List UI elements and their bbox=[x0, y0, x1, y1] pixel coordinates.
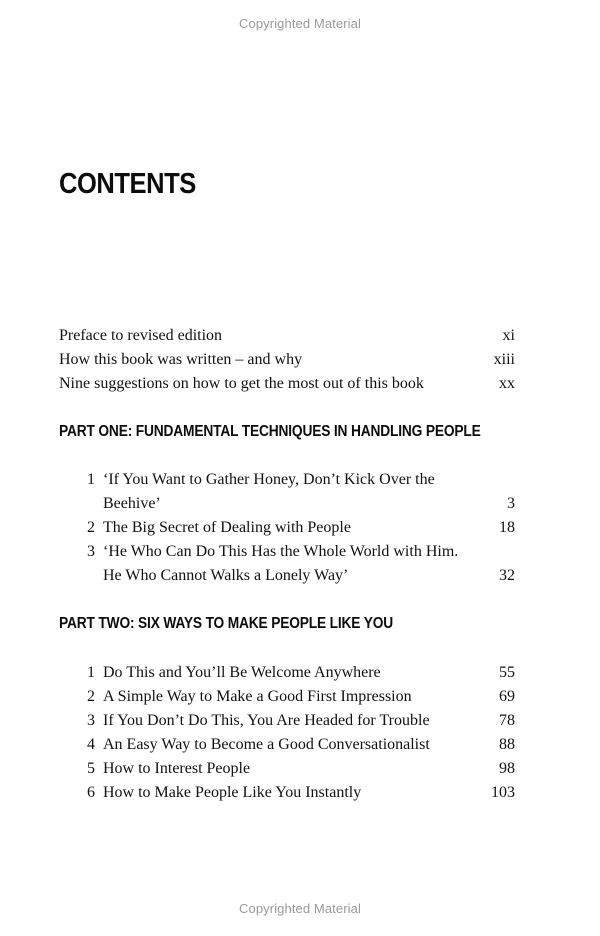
chapter-page: 103 bbox=[491, 784, 515, 801]
chapter-page: 69 bbox=[499, 688, 515, 705]
chapter-entry bbox=[84, 540, 515, 564]
chapter-title: How to Make People Like You Instantly bbox=[103, 784, 362, 801]
chapter-title: The Big Secret of Dealing with People bbox=[103, 519, 351, 536]
chapter-page: 98 bbox=[499, 760, 515, 777]
chapter-number: 3 bbox=[87, 712, 95, 729]
chapter-title: How to Interest People bbox=[103, 760, 251, 777]
toc-entry-how-written bbox=[59, 348, 515, 372]
chapter-title: An Easy Way to Become a Good Conversationalist bbox=[103, 736, 430, 753]
chapter-entry bbox=[84, 733, 515, 757]
toc-entry-nine-suggestions bbox=[59, 372, 515, 396]
chapter-title: Do This and You’ll Be Welcome Anywhere bbox=[103, 664, 381, 681]
toc-entry-page: xx bbox=[499, 375, 515, 392]
chapter-title: ‘He Who Can Do This Has the Whole World with Him. bbox=[103, 543, 459, 560]
toc-entry-title: How this book was written – and why bbox=[59, 351, 303, 368]
chapter-entry bbox=[84, 757, 515, 781]
chapter-title: A Simple Way to Make a Good First Impression bbox=[103, 688, 412, 705]
toc-entry-page: xiii bbox=[493, 351, 515, 368]
toc-entry-preface bbox=[59, 324, 515, 348]
chapter-number: 2 bbox=[87, 688, 95, 705]
chapter-entry-continued bbox=[103, 564, 515, 588]
chapter-number: 2 bbox=[87, 519, 95, 536]
toc-entry-title: Nine suggestions on how to get the most out of this book bbox=[59, 375, 424, 392]
chapter-page: 18 bbox=[499, 519, 515, 536]
chapter-number: 4 bbox=[87, 736, 95, 753]
chapter-entry bbox=[84, 468, 515, 492]
chapter-page: 55 bbox=[499, 664, 515, 681]
chapter-title-continued: He Who Cannot Walks a Lonely Way’ bbox=[103, 567, 349, 584]
chapter-entry bbox=[84, 516, 515, 540]
chapter-title: If You Don’t Do This, You Are Headed for Trouble bbox=[103, 712, 430, 729]
toc-entry-page: xi bbox=[502, 327, 515, 344]
chapter-number: 5 bbox=[87, 760, 95, 777]
page-title: CONTENTS bbox=[59, 168, 196, 200]
chapter-entry bbox=[84, 661, 515, 685]
part-two-heading: PART TWO: SIX WAYS TO MAKE PEOPLE LIKE YOU bbox=[59, 615, 394, 632]
part-one-heading: PART ONE: FUNDAMENTAL TECHNIQUES IN HANDLING PEOPLE bbox=[59, 423, 481, 440]
chapter-page: 3 bbox=[507, 495, 515, 512]
chapter-entry bbox=[84, 781, 515, 805]
chapter-page: 78 bbox=[499, 712, 515, 729]
watermark-bottom: Copyrighted Material bbox=[239, 901, 361, 916]
chapter-number: 6 bbox=[87, 784, 95, 801]
chapter-number: 3 bbox=[87, 543, 95, 560]
chapter-entry-continued bbox=[103, 492, 515, 516]
watermark-top: Copyrighted Material bbox=[239, 16, 361, 31]
chapter-entry bbox=[84, 709, 515, 733]
chapter-title-continued: Beehive’ bbox=[103, 495, 161, 512]
toc-entry-title: Preface to revised edition bbox=[59, 327, 223, 344]
chapter-title: ‘If You Want to Gather Honey, Don’t Kick Over the bbox=[103, 471, 435, 488]
chapter-number: 1 bbox=[87, 664, 95, 681]
chapter-number: 1 bbox=[87, 471, 95, 488]
chapter-entry bbox=[84, 685, 515, 709]
chapter-page: 32 bbox=[499, 567, 515, 584]
chapter-page: 88 bbox=[499, 736, 515, 753]
